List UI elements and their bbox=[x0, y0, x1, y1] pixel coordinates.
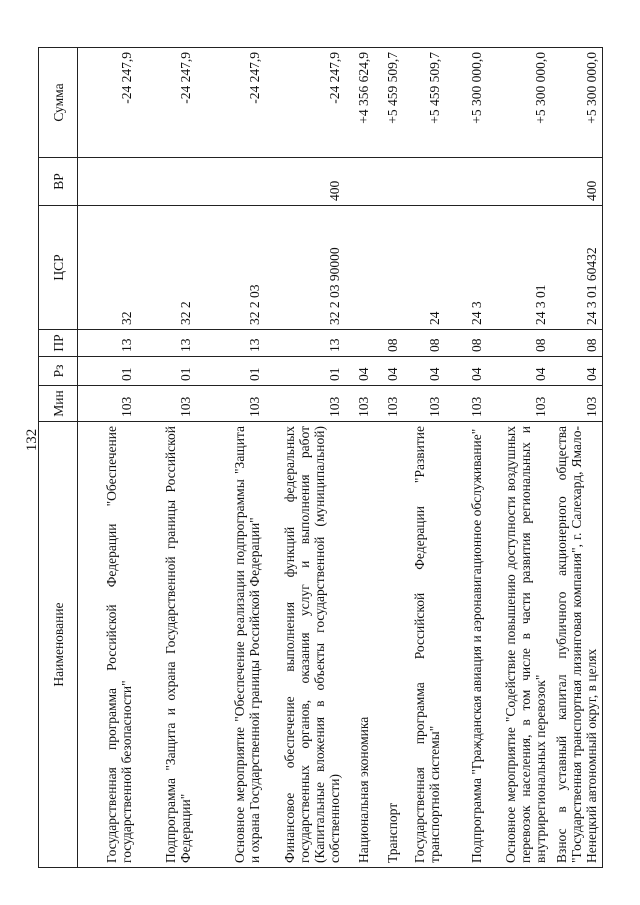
row-amount: +4 356 624,9 bbox=[345, 48, 374, 158]
row-amount: +5 300 000,0 bbox=[551, 48, 603, 158]
row-csr: 24 bbox=[403, 206, 445, 330]
row-vr bbox=[196, 158, 265, 206]
row-rz: 01 bbox=[78, 357, 137, 386]
row-name: Национальная экономика bbox=[345, 422, 374, 868]
table-header-row bbox=[39, 48, 78, 868]
row-pr: 13 bbox=[137, 330, 196, 357]
row-rz: 04 bbox=[403, 357, 445, 386]
row-name: Взнос в уставный капитал публичного акционерного общества "Государственная транспортная лизинговая компания", г. Салехард, Ямало-Ненецкий автономный округ, в целях bbox=[551, 422, 603, 868]
row-rz: 04 bbox=[445, 357, 487, 386]
header-vr: ВР bbox=[39, 158, 78, 206]
page-number: 132 bbox=[24, 428, 40, 452]
row-min: 103 bbox=[487, 386, 551, 422]
row-pr: 13 bbox=[78, 330, 137, 357]
row-rz: 01 bbox=[265, 357, 345, 386]
table-row bbox=[487, 48, 551, 868]
row-name: Подпрограмма "Гражданская авиация и аэронавигационное обслуживание" bbox=[445, 422, 487, 868]
row-pr: 08 bbox=[487, 330, 551, 357]
row-min: 103 bbox=[403, 386, 445, 422]
table-row bbox=[345, 48, 374, 868]
row-vr bbox=[487, 158, 551, 206]
header-pr: ПР bbox=[39, 330, 78, 357]
row-amount: -24 247,9 bbox=[196, 48, 265, 158]
row-csr: 24 3 bbox=[445, 206, 487, 330]
row-name: Государственная программа Российской Федерации "Развитие транспортной системы" bbox=[403, 422, 445, 868]
row-pr bbox=[345, 330, 374, 357]
row-vr bbox=[345, 158, 374, 206]
row-rz: 04 bbox=[345, 357, 374, 386]
row-pr: 13 bbox=[196, 330, 265, 357]
row-name: Основное мероприятие "Обеспечение реализации подпрограммы "Защита и охрана Государственной границы Российской Федерации" bbox=[196, 422, 265, 868]
row-min: 103 bbox=[78, 386, 137, 422]
header-csr: ЦСР bbox=[39, 206, 78, 330]
row-amount: -24 247,9 bbox=[78, 48, 137, 158]
row-rz: 01 bbox=[137, 357, 196, 386]
table-row bbox=[551, 48, 603, 868]
header-min: Мин bbox=[39, 386, 78, 422]
row-rz: 04 bbox=[551, 357, 603, 386]
row-name: Подпрограмма "Защита и охрана Государственной границы Российской Федерации" bbox=[137, 422, 196, 868]
row-amount: +5 300 000,0 bbox=[445, 48, 487, 158]
table-row bbox=[403, 48, 445, 868]
row-amount: +5 459 509,7 bbox=[403, 48, 445, 158]
row-amount: -24 247,9 bbox=[265, 48, 345, 158]
row-name: Транспорт bbox=[374, 422, 403, 868]
row-csr: 32 2 03 bbox=[196, 206, 265, 330]
row-vr: 400 bbox=[551, 158, 603, 206]
row-pr: 08 bbox=[551, 330, 603, 357]
row-csr bbox=[374, 206, 403, 330]
row-min: 103 bbox=[445, 386, 487, 422]
row-csr: 24 3 01 bbox=[487, 206, 551, 330]
row-pr: 08 bbox=[445, 330, 487, 357]
row-name: Основное мероприятие "Содействие повышению доступности воздушных перевозок населения, в том числе в части развития региональных и внутрирегиональных перевозок" bbox=[487, 422, 551, 868]
table-row bbox=[196, 48, 265, 868]
table-row bbox=[137, 48, 196, 868]
table-row bbox=[265, 48, 345, 868]
row-min: 103 bbox=[345, 386, 374, 422]
row-amount: +5 300 000,0 bbox=[487, 48, 551, 158]
row-min: 103 bbox=[265, 386, 345, 422]
header-rz: Рз bbox=[39, 357, 78, 386]
row-name: Государственная программа Российской Федерации "Обеспечение государственной безопасности" bbox=[78, 422, 137, 868]
row-csr: 32 bbox=[78, 206, 137, 330]
row-pr: 08 bbox=[403, 330, 445, 357]
row-csr: 32 2 bbox=[137, 206, 196, 330]
rotated-table-sheet bbox=[38, 48, 599, 868]
table-row bbox=[78, 48, 137, 868]
row-amount: +5 459 509,7 bbox=[374, 48, 403, 158]
row-amount: -24 247,9 bbox=[137, 48, 196, 158]
row-vr bbox=[137, 158, 196, 206]
row-pr: 13 bbox=[265, 330, 345, 357]
row-rz: 04 bbox=[374, 357, 403, 386]
header-amount: Сумма bbox=[39, 48, 78, 158]
table-row bbox=[374, 48, 403, 868]
table-row bbox=[445, 48, 487, 868]
row-csr: 32 2 03 90000 bbox=[265, 206, 345, 330]
row-min: 103 bbox=[137, 386, 196, 422]
row-name: Финансовое обеспечение выполнения функций федеральных государственных органов, оказания услуг и выполнения работ (Капитальные вложения в объекты государственной (муниципальной) собственности) bbox=[265, 422, 345, 868]
row-vr bbox=[445, 158, 487, 206]
row-vr bbox=[78, 158, 137, 206]
row-min: 103 bbox=[196, 386, 265, 422]
budget-table bbox=[38, 47, 603, 868]
row-csr: 24 3 01 60432 bbox=[551, 206, 603, 330]
row-vr: 400 bbox=[265, 158, 345, 206]
row-min: 103 bbox=[551, 386, 603, 422]
row-rz: 01 bbox=[196, 357, 265, 386]
row-rz: 04 bbox=[487, 357, 551, 386]
row-vr bbox=[403, 158, 445, 206]
row-pr: 08 bbox=[374, 330, 403, 357]
row-vr bbox=[374, 158, 403, 206]
row-csr bbox=[345, 206, 374, 330]
row-min: 103 bbox=[374, 386, 403, 422]
header-name: Наименование bbox=[39, 422, 78, 868]
